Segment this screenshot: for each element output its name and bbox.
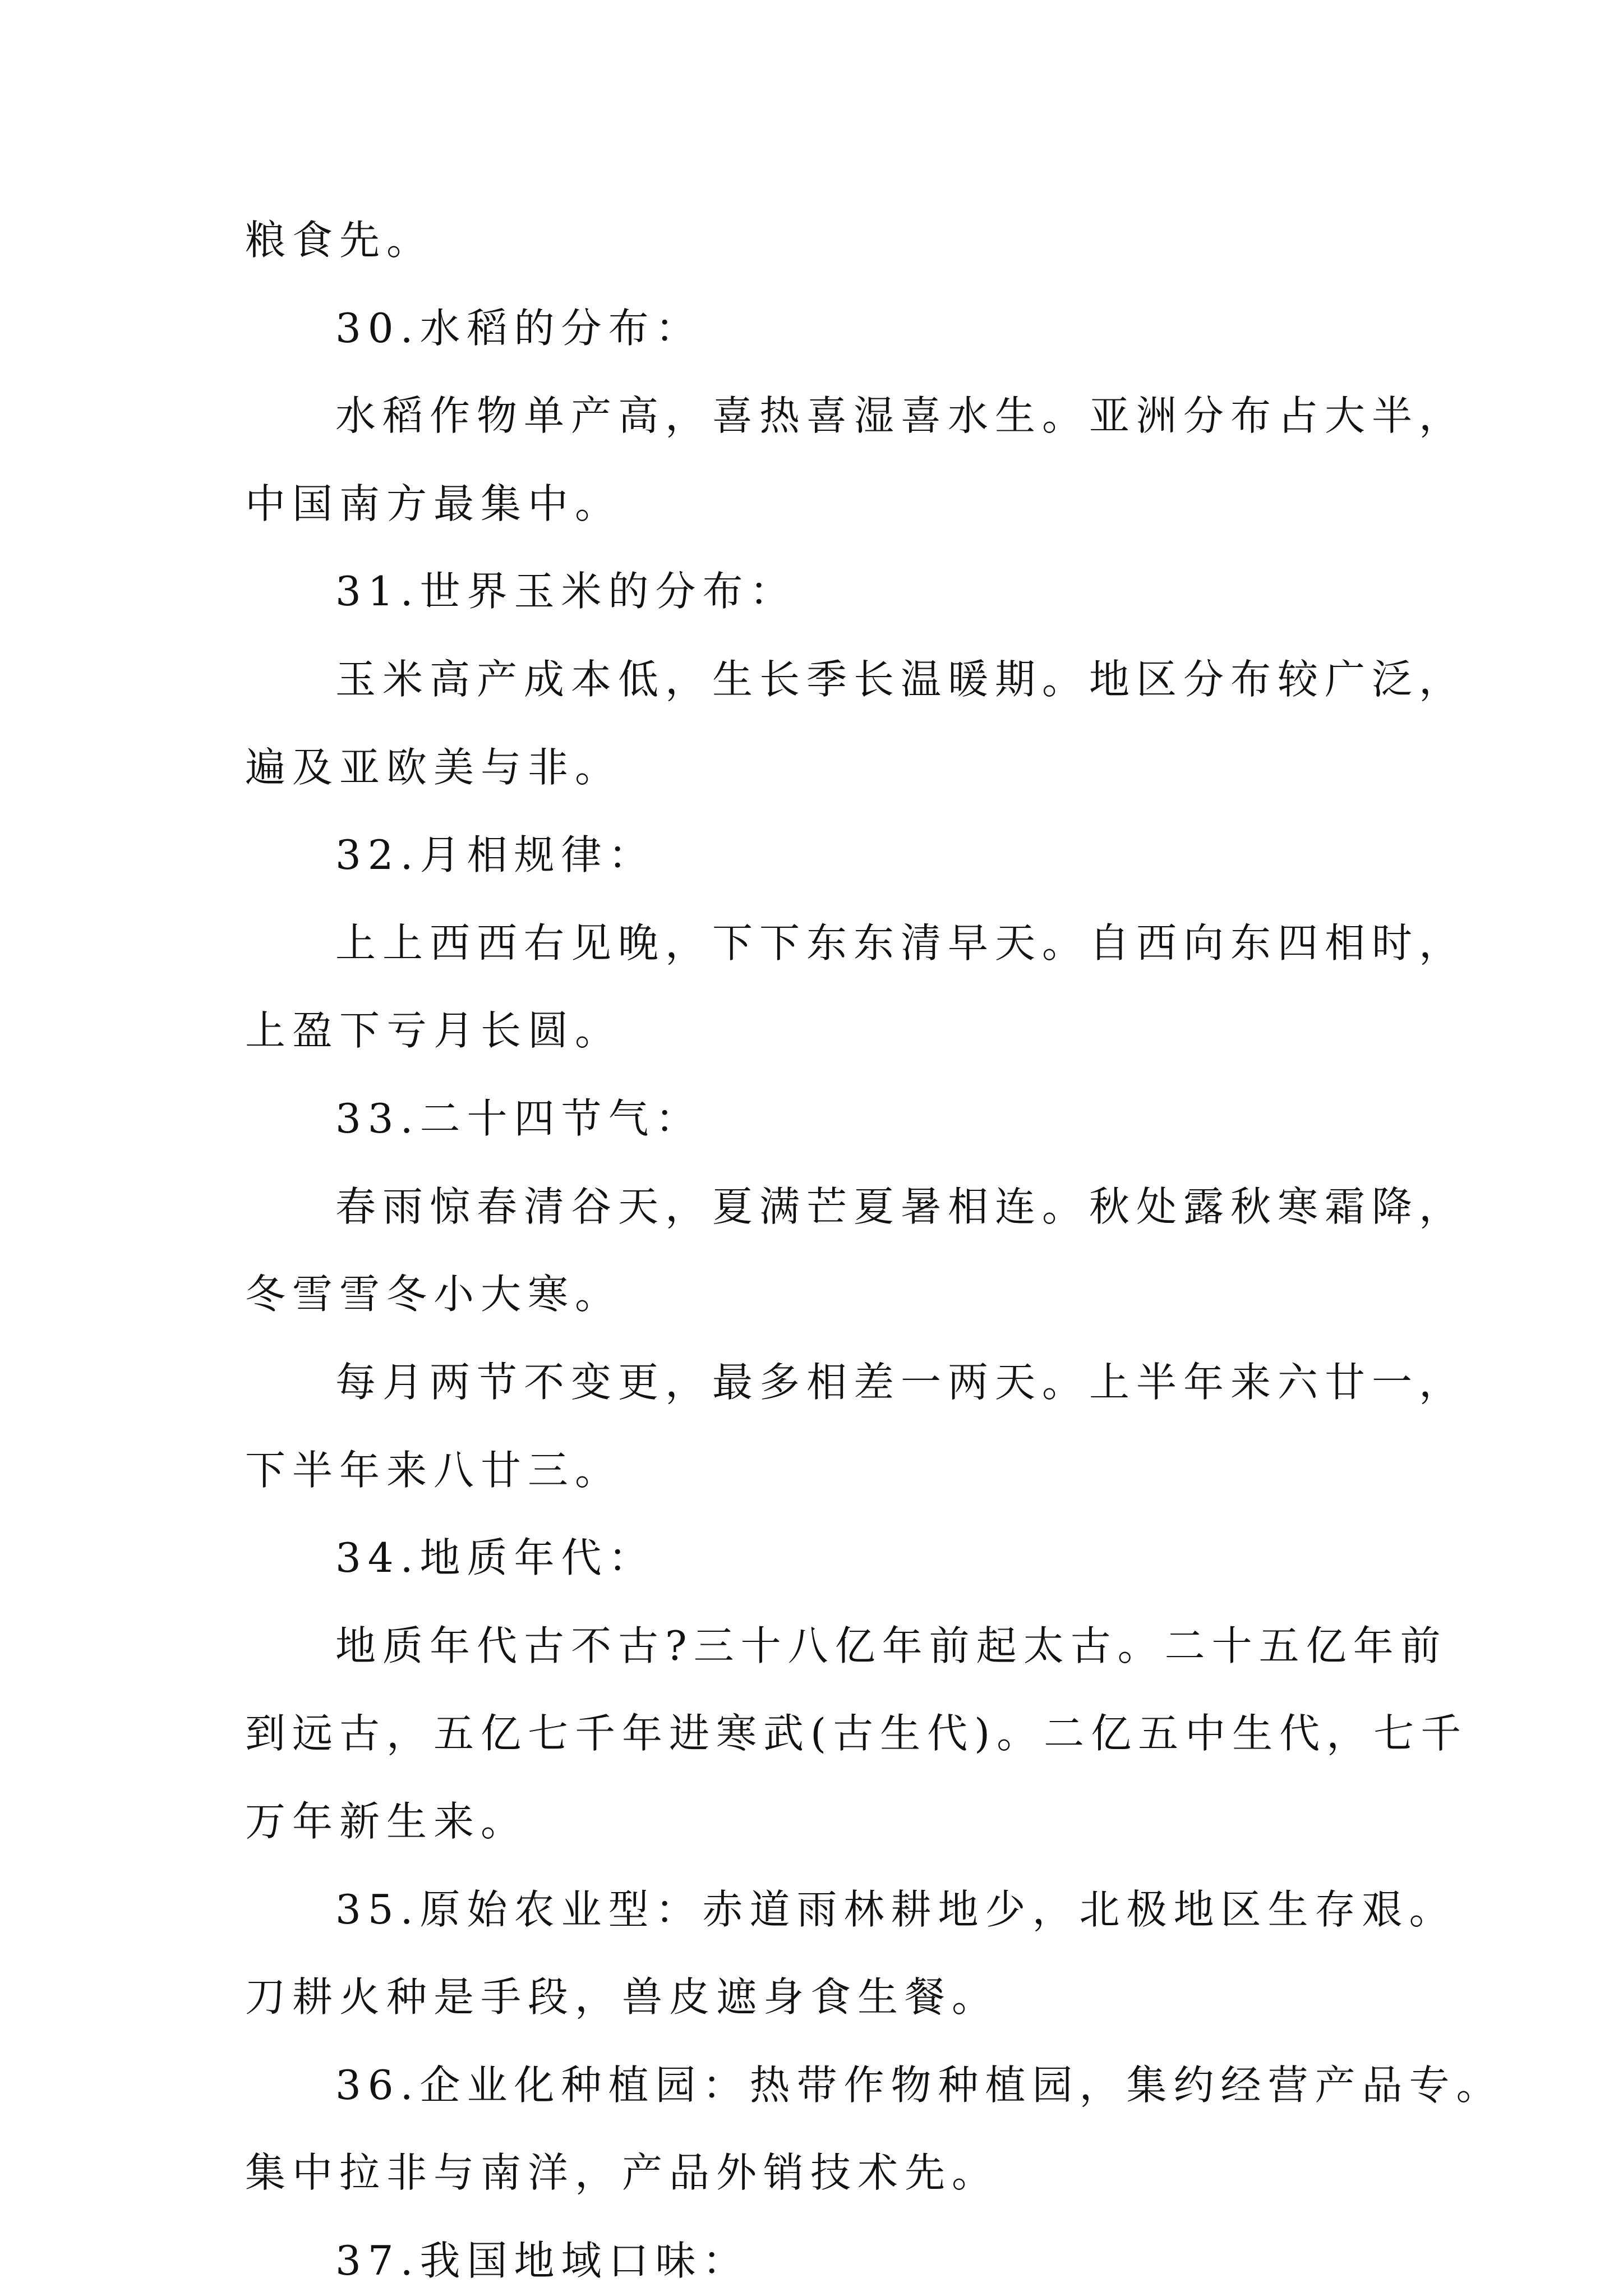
text-line-1: 粮食先。: [245, 217, 434, 264]
text-line-17: 地质年代古不古?三十八亿年前起太古。二十五亿年前: [335, 1622, 1447, 1669]
text-line-7: 遍及亚欧美与非。: [245, 744, 623, 791]
text-line-12: 春雨惊春清谷天，夏满芒夏暑相连。秋处露秋寒霜降，: [335, 1183, 1467, 1230]
heading-33: 33.二十四节气：: [335, 1095, 703, 1142]
heading-31: 31.世界玉米的分布：: [335, 568, 797, 615]
text-line-23: 集中拉非与南洋，产品外销技术先。: [245, 2149, 999, 2196]
text-line-19: 万年新生来。: [245, 1798, 528, 1845]
text-line-9: 上上西西右见晚，下下东东清早天。自西向东四相时，: [335, 919, 1467, 967]
text-line-6: 玉米高产成本低，生长季长温暖期。地区分布较广泛，: [335, 656, 1467, 703]
text-line-14: 每月两节不变更，最多相差一两天。上半年来六廿一，: [335, 1359, 1467, 1406]
text-line-15: 下半年来八廿三。: [245, 1447, 623, 1494]
heading-35: 35.原始农业型：赤道雨林耕地少，北极地区生存艰。: [335, 1886, 1456, 1933]
text-line-18: 到远古，五亿七千年进寒武(古生代)。二亿五中生代，七千: [245, 1710, 1468, 1757]
heading-34: 34.地质年代：: [335, 1534, 656, 1581]
text-line-10: 上盈下亏月长圆。: [245, 1007, 623, 1054]
heading-37: 37.我国地域口味：: [335, 2237, 750, 2284]
text-line-13: 冬雪雪冬小大寒。: [245, 1271, 623, 1318]
text-line-4: 中国南方最集中。: [245, 480, 623, 527]
heading-30: 30.水稻的分布：: [335, 305, 703, 352]
heading-32: 32.月相规律：: [335, 831, 656, 878]
text-line-3: 水稻作物单产高，喜热喜湿喜水生。亚洲分布占大半，: [335, 392, 1467, 439]
heading-36: 36.企业化种植园：热带作物种植园，集约经营产品专。: [335, 2062, 1504, 2109]
text-line-21: 刀耕火种是手段，兽皮遮身食生餐。: [245, 1973, 999, 2021]
